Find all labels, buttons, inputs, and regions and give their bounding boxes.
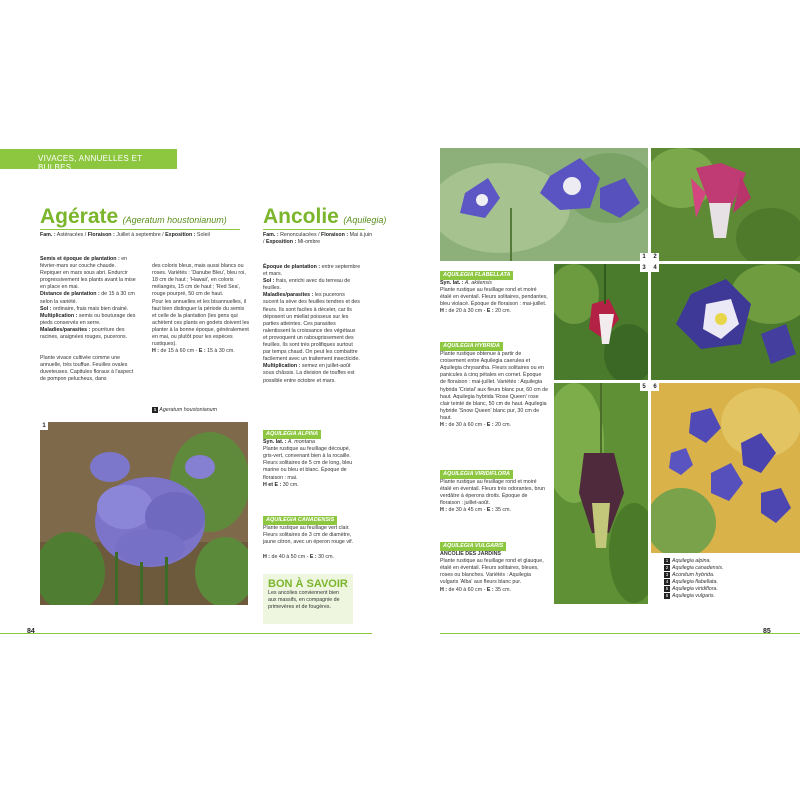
hybrida-block: AQUILEGIA HYBRIDA Plante rustique obtenue à partir de croisement entre Aquilegia caerulea et Aquilegia chrysantha. Fleurs solitaires ou en panicules à cinq pétales en cornet. Époque de floraison : mai-juillet. Variétés : Aquilegia hybrida 'Cristal' aux fleurs blanc pur, 60 cm de haut. Aquilegia hybrida 'Rose Queen' rose clair teinté de blanc, 50 cm de haut. Aquilegia hybride 'Snow Queen' blanc pur, 30 cm de haut. H : de 30 à 60 cm - E : 20 cm. xyxy=(440,343,549,429)
ancolie-body xyxy=(263,264,361,385)
legend-item: 5 Aquilegia viridiflora. xyxy=(665,586,718,592)
ancolie-para: Maladies/parasites : les pucerons sucent la sève des feuilles tendres et des fleurs. Ils sont faciles à déceler, car ils déposent un miellat poisseux sur les parties atteintes. Ces parasites ralentissent la croissance des végétaux et provoquent un rabougrissement des feuilles. Ils sont très prolifiques surtout par temps chaud. On peut les combattre facilement avec un traitement insecticide. xyxy=(263,292,360,363)
agerate-heading xyxy=(40,205,250,232)
flabellata-block: AQUILEGIA FLABELLATA Syn. lat. : A. akitensis Plante rustique au feuillage rond et moiré étalé en éventail. Fleurs solitaires, pendantes, bleu violacé. Époque de floraison : mai-juillet. H : de 20 à 30 cm - E : 20 cm. xyxy=(440,272,548,315)
tip-box xyxy=(263,574,353,624)
agerate-rule xyxy=(40,229,240,230)
aquilegia-flabellata-photo xyxy=(651,264,800,380)
agerate-meta: Fam. : Astéracées / Floraison : Juillet à septembre / Exposition : Soleil xyxy=(40,232,210,238)
canadensis-tag: AQUILEGIA CANADENSIS xyxy=(263,516,337,525)
legend-item: 4 Aquilegia flabellata. xyxy=(665,579,718,585)
photo-number: 1 xyxy=(640,253,648,261)
aquilegia-viridiflora-photo xyxy=(554,383,648,604)
legend-item: 3 Aconitum hybrida. xyxy=(665,572,715,578)
ancolie-para: Sol : frais, enrichi avec du terreau de feuilles. xyxy=(263,278,351,292)
right-footer-line xyxy=(440,633,800,634)
aquilegia-canadensis-photo xyxy=(651,148,800,261)
vulgaris-tag: AQUILEGIA VULGARIS xyxy=(440,542,506,551)
agerate-para: Semis et époque de plantation : en février-mars sur couche chaude. Repiquer en mars sous abri. Endurcir progressivement les plants avant la mise en place en mai. xyxy=(40,256,136,291)
agerate-para: Maladies/parasites : pourriture des racines, araignées rouges, pucerons. xyxy=(40,326,128,341)
section-banner: VIVACES, ANNUELLES ET BULBES xyxy=(0,149,177,169)
page-number-left: 84 xyxy=(27,628,35,635)
agerate-col1 xyxy=(40,256,138,384)
ancolie-para: Multiplication : semez en juillet-août sous châssis. La division de touffes est possible entre octobre et mars. xyxy=(263,363,355,384)
hybrida-tag: AQUILEGIA HYBRIDA xyxy=(440,342,503,351)
legend-item: 6 Aquilegia vulgaris. xyxy=(665,593,715,599)
ancolie-para: Époque de plantation : entre septembre et mars. xyxy=(263,264,361,278)
photo-number: 1 xyxy=(40,422,48,430)
ancolie-title: Ancolie xyxy=(263,205,339,228)
agerate-col2: des coloris bleus, mais aussi blancs ou roses. Variétés : 'Danube Bleu', bleu roi, 18 cm de haut ; 'Hawaii', en coloris mélangés, 15 cm de haut ; 'Red Sea', rouge pourpré, 50 cm de haut. Pour les annuelles et les bisannuelles, il faut bien distinguer la période du semis et celle de la plantation (les gens qui achètent ces plants en godets doivent les planter à la bonne époque, généralement en mai, ou plutôt pour les espèces rustiques). H : de 15 à 60 cm - E : 15 à 30 cm. xyxy=(152,263,250,355)
left-footer-line xyxy=(0,633,372,634)
tip-title: BON À SAVOIR xyxy=(268,578,348,590)
aquilegia-alpina-photo xyxy=(440,148,648,261)
page-number-right: 85 xyxy=(763,628,771,635)
agerate-para: Distance de plantation : de 15 à 30 cm selon la variété. xyxy=(40,291,135,305)
legend-item: 1 Aquilegia alpina. xyxy=(665,558,711,564)
ancolie-heading xyxy=(263,205,413,229)
alpina-block: AQUILEGIA ALPINA Syn. lat. : A. montana Plante rustique au feuillage découpé, gris-vert, convenant bien à la rocaille. Fleurs solitaires de 5 cm de long, bleu marine ou bleu et blanc. Époque de floraison : mai. H et E : 30 cm. xyxy=(263,431,353,488)
agerate-latin: (Ageratum houstonianum) xyxy=(122,215,227,225)
agerate-para: Sol : ordinaire, frais mais bien drainé. xyxy=(40,305,129,312)
aconitum-photo xyxy=(554,264,648,380)
tip-text: Les ancolies conviennent bien aux massifs, en compagnie de primevères et de fougères. xyxy=(268,590,340,611)
agerate-intro: Plante vivace cultivée comme une annuelle, très touffue. Feuilles ovales duveteuses. Capitules floraux à l'aspect de pompon pelucheux, dans xyxy=(40,355,134,383)
ancolie-meta: Fam. : Renonculacées / Floraison : Mai à juin / Exposition : Mi-ombre xyxy=(263,232,373,246)
viridiflora-tag: AQUILEGIA VIRIDIFLORA xyxy=(440,470,513,479)
photo-number: 2 xyxy=(651,253,659,261)
agerate-para: Multiplication : semis ou bouturage des pieds conservés en serre. xyxy=(40,312,136,326)
alpina-tag: AQUILEGIA ALPINA xyxy=(263,430,321,439)
agerate-caption: 1 Ageratum houstonianum xyxy=(153,407,217,413)
ancolie-rule xyxy=(263,229,365,230)
photo-number: 5 xyxy=(640,383,648,391)
canadensis-block: AQUILEGIA CANADENSIS Plante rustique au feuillage vert clair. Fleurs solitaires de 3 cm de diamètre, jaune citron, avec un éperon rouge vif. H : de 40 à 50 cm - E : 30 cm. xyxy=(263,517,354,560)
photo-number: 6 xyxy=(651,383,659,391)
legend-item: 2 Aquilegia canadensis. xyxy=(665,565,724,571)
vulgaris-block: AQUILEGIA VULGARIS ANCOLIE DES JARDINS Plante rustique au feuillage rond et glauque, étalé en éventail. Fleurs solitaires, bleues, roses ou blanches. Variétés : Aquilegia vulgaris 'Alba' aux fleurs blanc pur. H : de 40 à 60 cm - E : 35 cm. xyxy=(440,543,544,593)
aquilegia-vulgaris-photo xyxy=(651,383,800,553)
agerate-title: Agérate xyxy=(40,205,119,228)
ancolie-latin: (Aquilegia) xyxy=(343,215,387,225)
flabellata-tag: AQUILEGIA FLABELLATA xyxy=(440,271,513,280)
viridiflora-block: AQUILEGIA VIRIDIFLORA Plante rustique au feuillage rond et moiré étalé en éventail. Fleurs très odorantes, brun verdâtre à éperons droits. Époque de floraison : juillet-août. H : de 30 à 45 cm - E : 35 cm. xyxy=(440,471,546,514)
photo-legend xyxy=(664,558,794,600)
photo-number: 3 xyxy=(640,264,648,272)
ageratum-photo xyxy=(40,422,248,605)
photo-number: 4 xyxy=(651,264,659,272)
